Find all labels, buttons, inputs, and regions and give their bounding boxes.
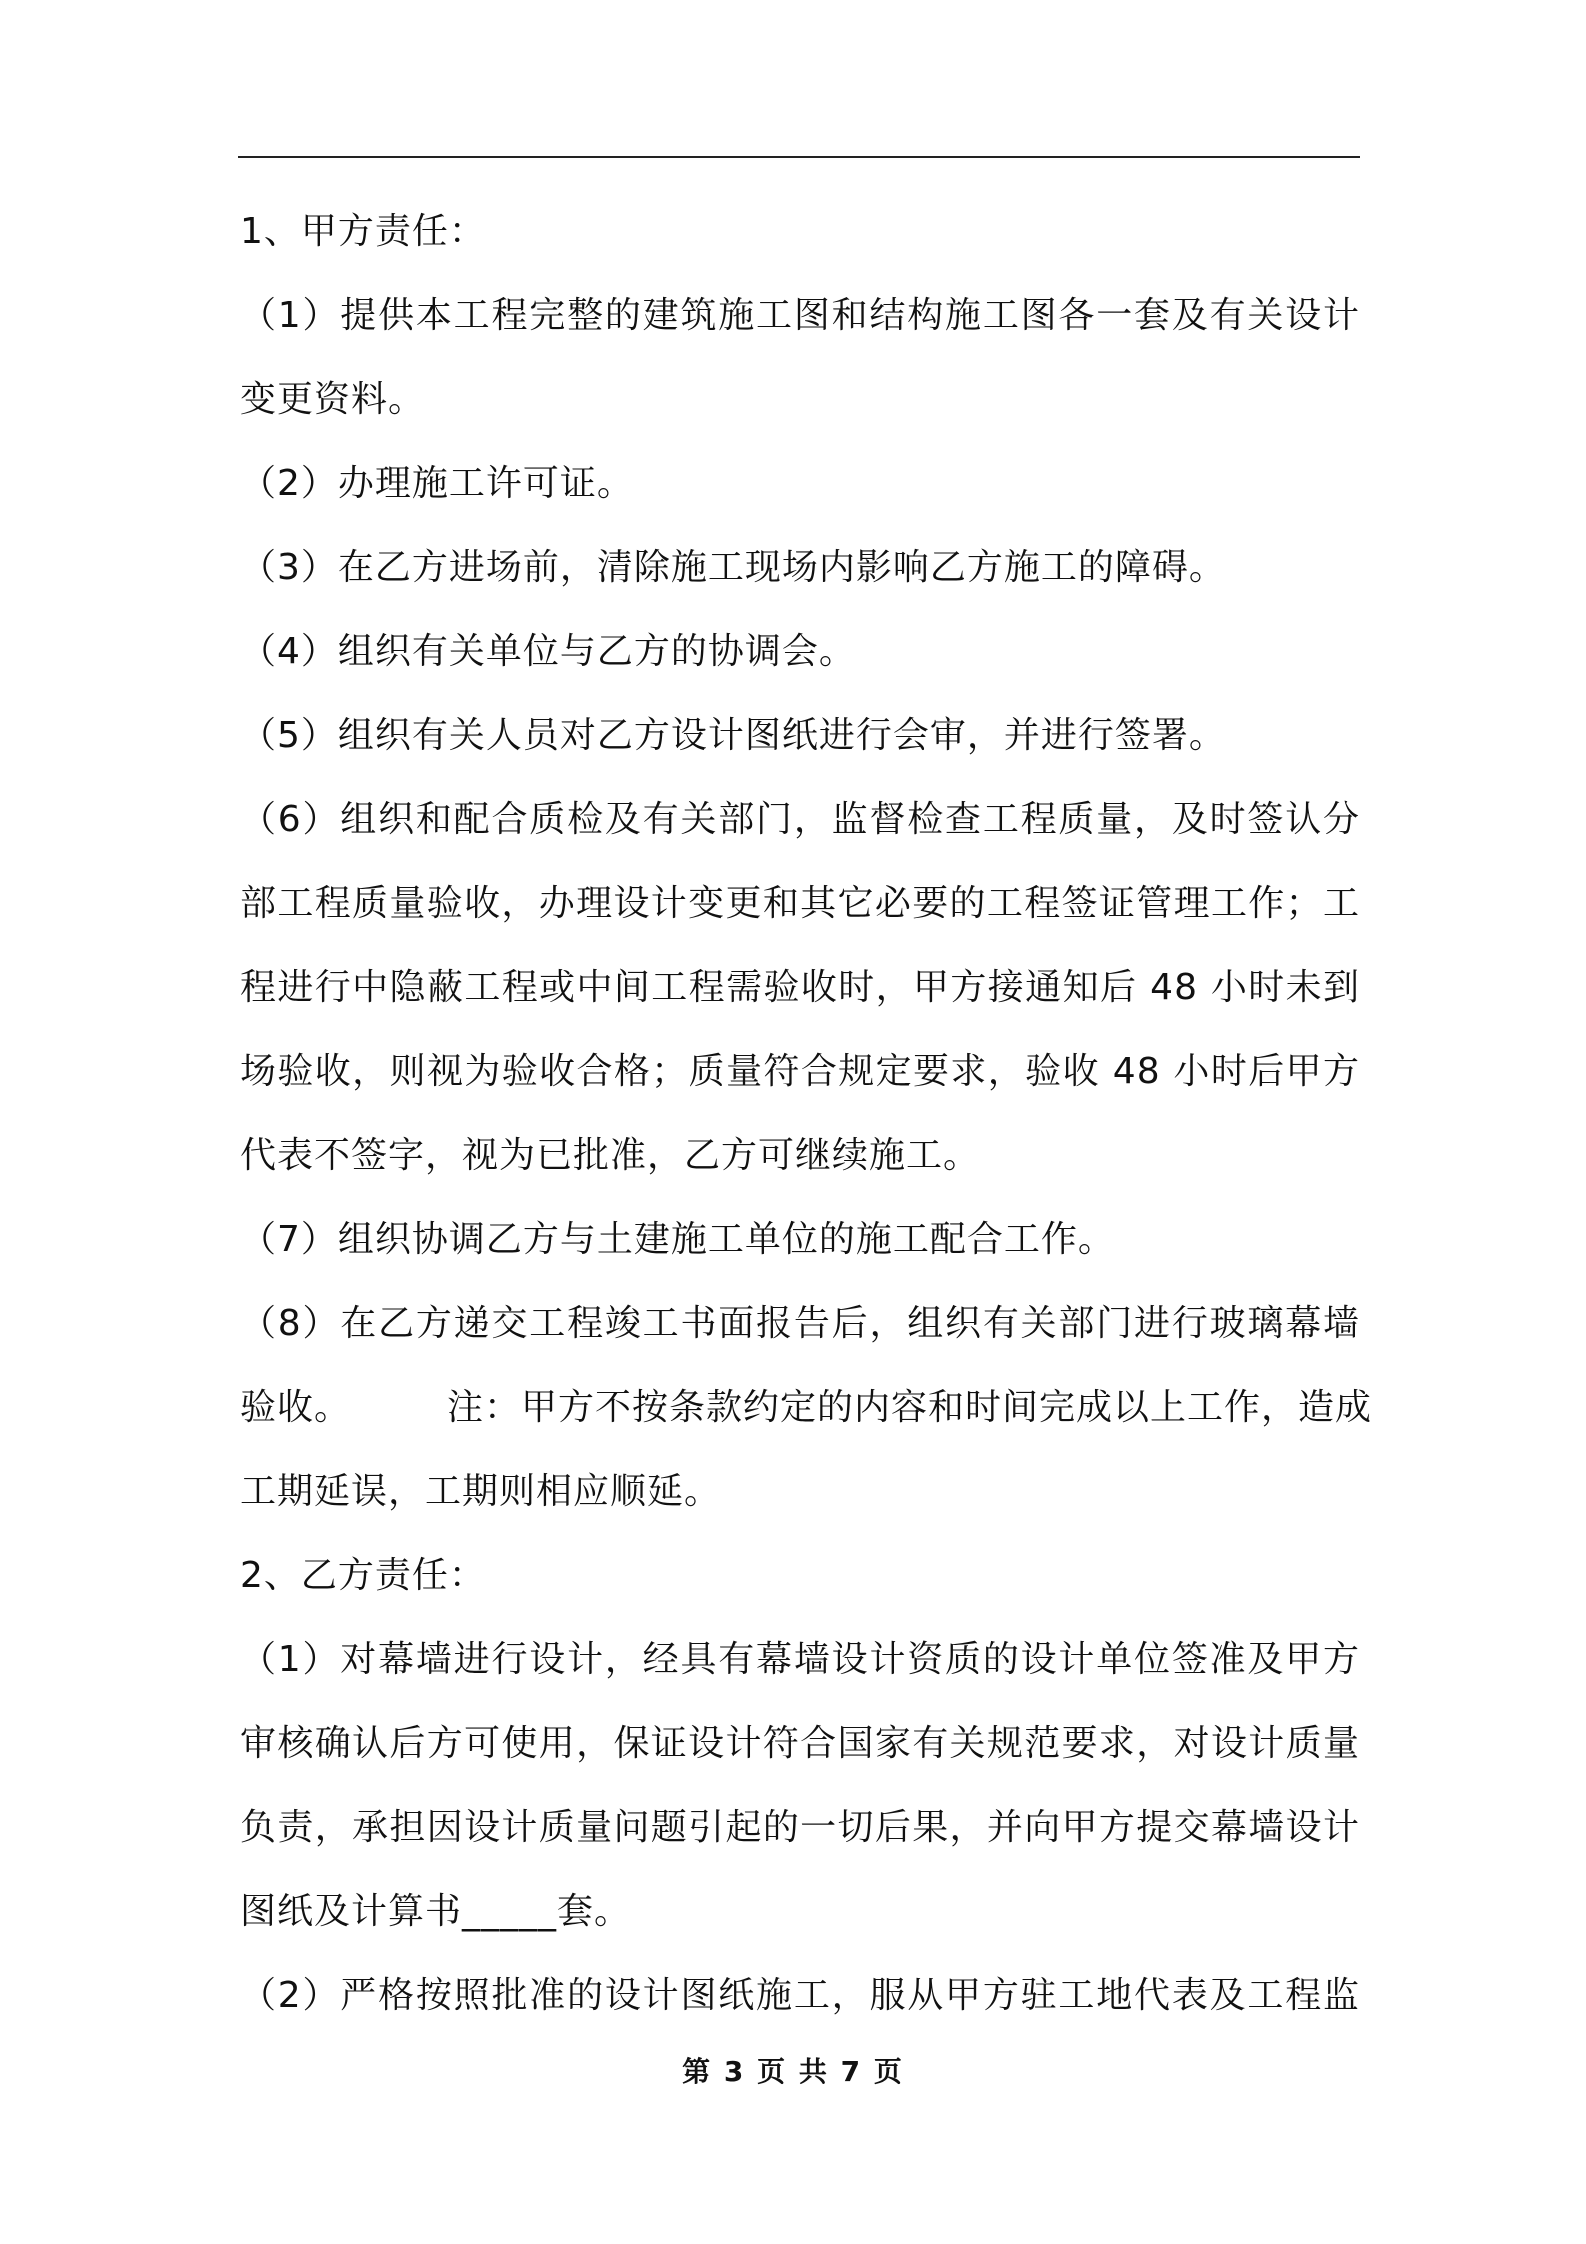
acceptance-text: 验收。 xyxy=(240,1387,352,1428)
paragraph-line: （2）严格按照批准的设计图纸施工，服从甲方驻工地代表及工程监 xyxy=(240,1975,1360,2016)
paragraph-line: （3）在乙方进场前，清除施工现场内影响乙方施工的障碍。 xyxy=(240,547,1226,588)
page-footer xyxy=(0,2050,1586,2090)
document-body xyxy=(240,190,1373,2038)
paragraph-line: 部工程质量验收，办理设计变更和其它必要的工程签证管理工作；工 xyxy=(240,883,1360,924)
paragraph-line: （2）办理施工许可证。 xyxy=(240,463,634,504)
paragraph-line: 审核确认后方可使用，保证设计符合国家有关规范要求，对设计质量 xyxy=(240,1723,1360,1764)
paragraph-line-with-note xyxy=(240,1366,1373,1450)
paragraph-line: 负责，承担因设计质量问题引起的一切后果，并向甲方提交幕墙设计 xyxy=(240,1807,1360,1848)
page-number-label: 第 3 页 共 7 页 xyxy=(682,2055,904,2088)
paragraph-line: （1）对幕墙进行设计，经具有幕墙设计资质的设计单位签准及甲方 xyxy=(240,1639,1360,1680)
paragraph-line: （5）组织有关人员对乙方设计图纸进行会审，并进行签署。 xyxy=(240,715,1226,756)
paragraph-line: 程进行中隐蔽工程或中间工程需验收时，甲方接通知后 48 小时未到 xyxy=(240,967,1360,1008)
paragraph-line: （6）组织和配合质检及有关部门，监督检查工程质量，及时签认分 xyxy=(240,799,1360,840)
paragraph-line: （8）在乙方递交工程竣工书面报告后，组织有关部门进行玻璃幕墙 xyxy=(240,1303,1360,1344)
header-rule xyxy=(238,156,1360,158)
section-heading-party-a: 1、甲方责任： xyxy=(240,211,486,252)
paragraph-line: 场验收，则视为验收合格；质量符合规定要求，验收 48 小时后甲方 xyxy=(240,1051,1360,1092)
paragraph-line: 工期延误，工期则相应顺延。 xyxy=(240,1471,722,1512)
paragraph-line: 变更资料。 xyxy=(240,379,426,420)
section-heading-party-b: 2、乙方责任： xyxy=(240,1555,486,1596)
paragraph-line: （4）组织有关单位与乙方的协调会。 xyxy=(240,631,856,672)
paragraph-line: （7）组织协调乙方与土建施工单位的施工配合工作。 xyxy=(240,1219,1115,1260)
note-text: 注：甲方不按条款约定的内容和时间完成以上工作，造成 xyxy=(447,1387,1373,1428)
paragraph-line: 图纸及计算书_____套。 xyxy=(240,1891,632,1932)
paragraph-line: （1）提供本工程完整的建筑施工图和结构施工图各一套及有关设计 xyxy=(240,295,1360,336)
paragraph-line: 代表不签字，视为已批准，乙方可继续施工。 xyxy=(240,1135,981,1176)
